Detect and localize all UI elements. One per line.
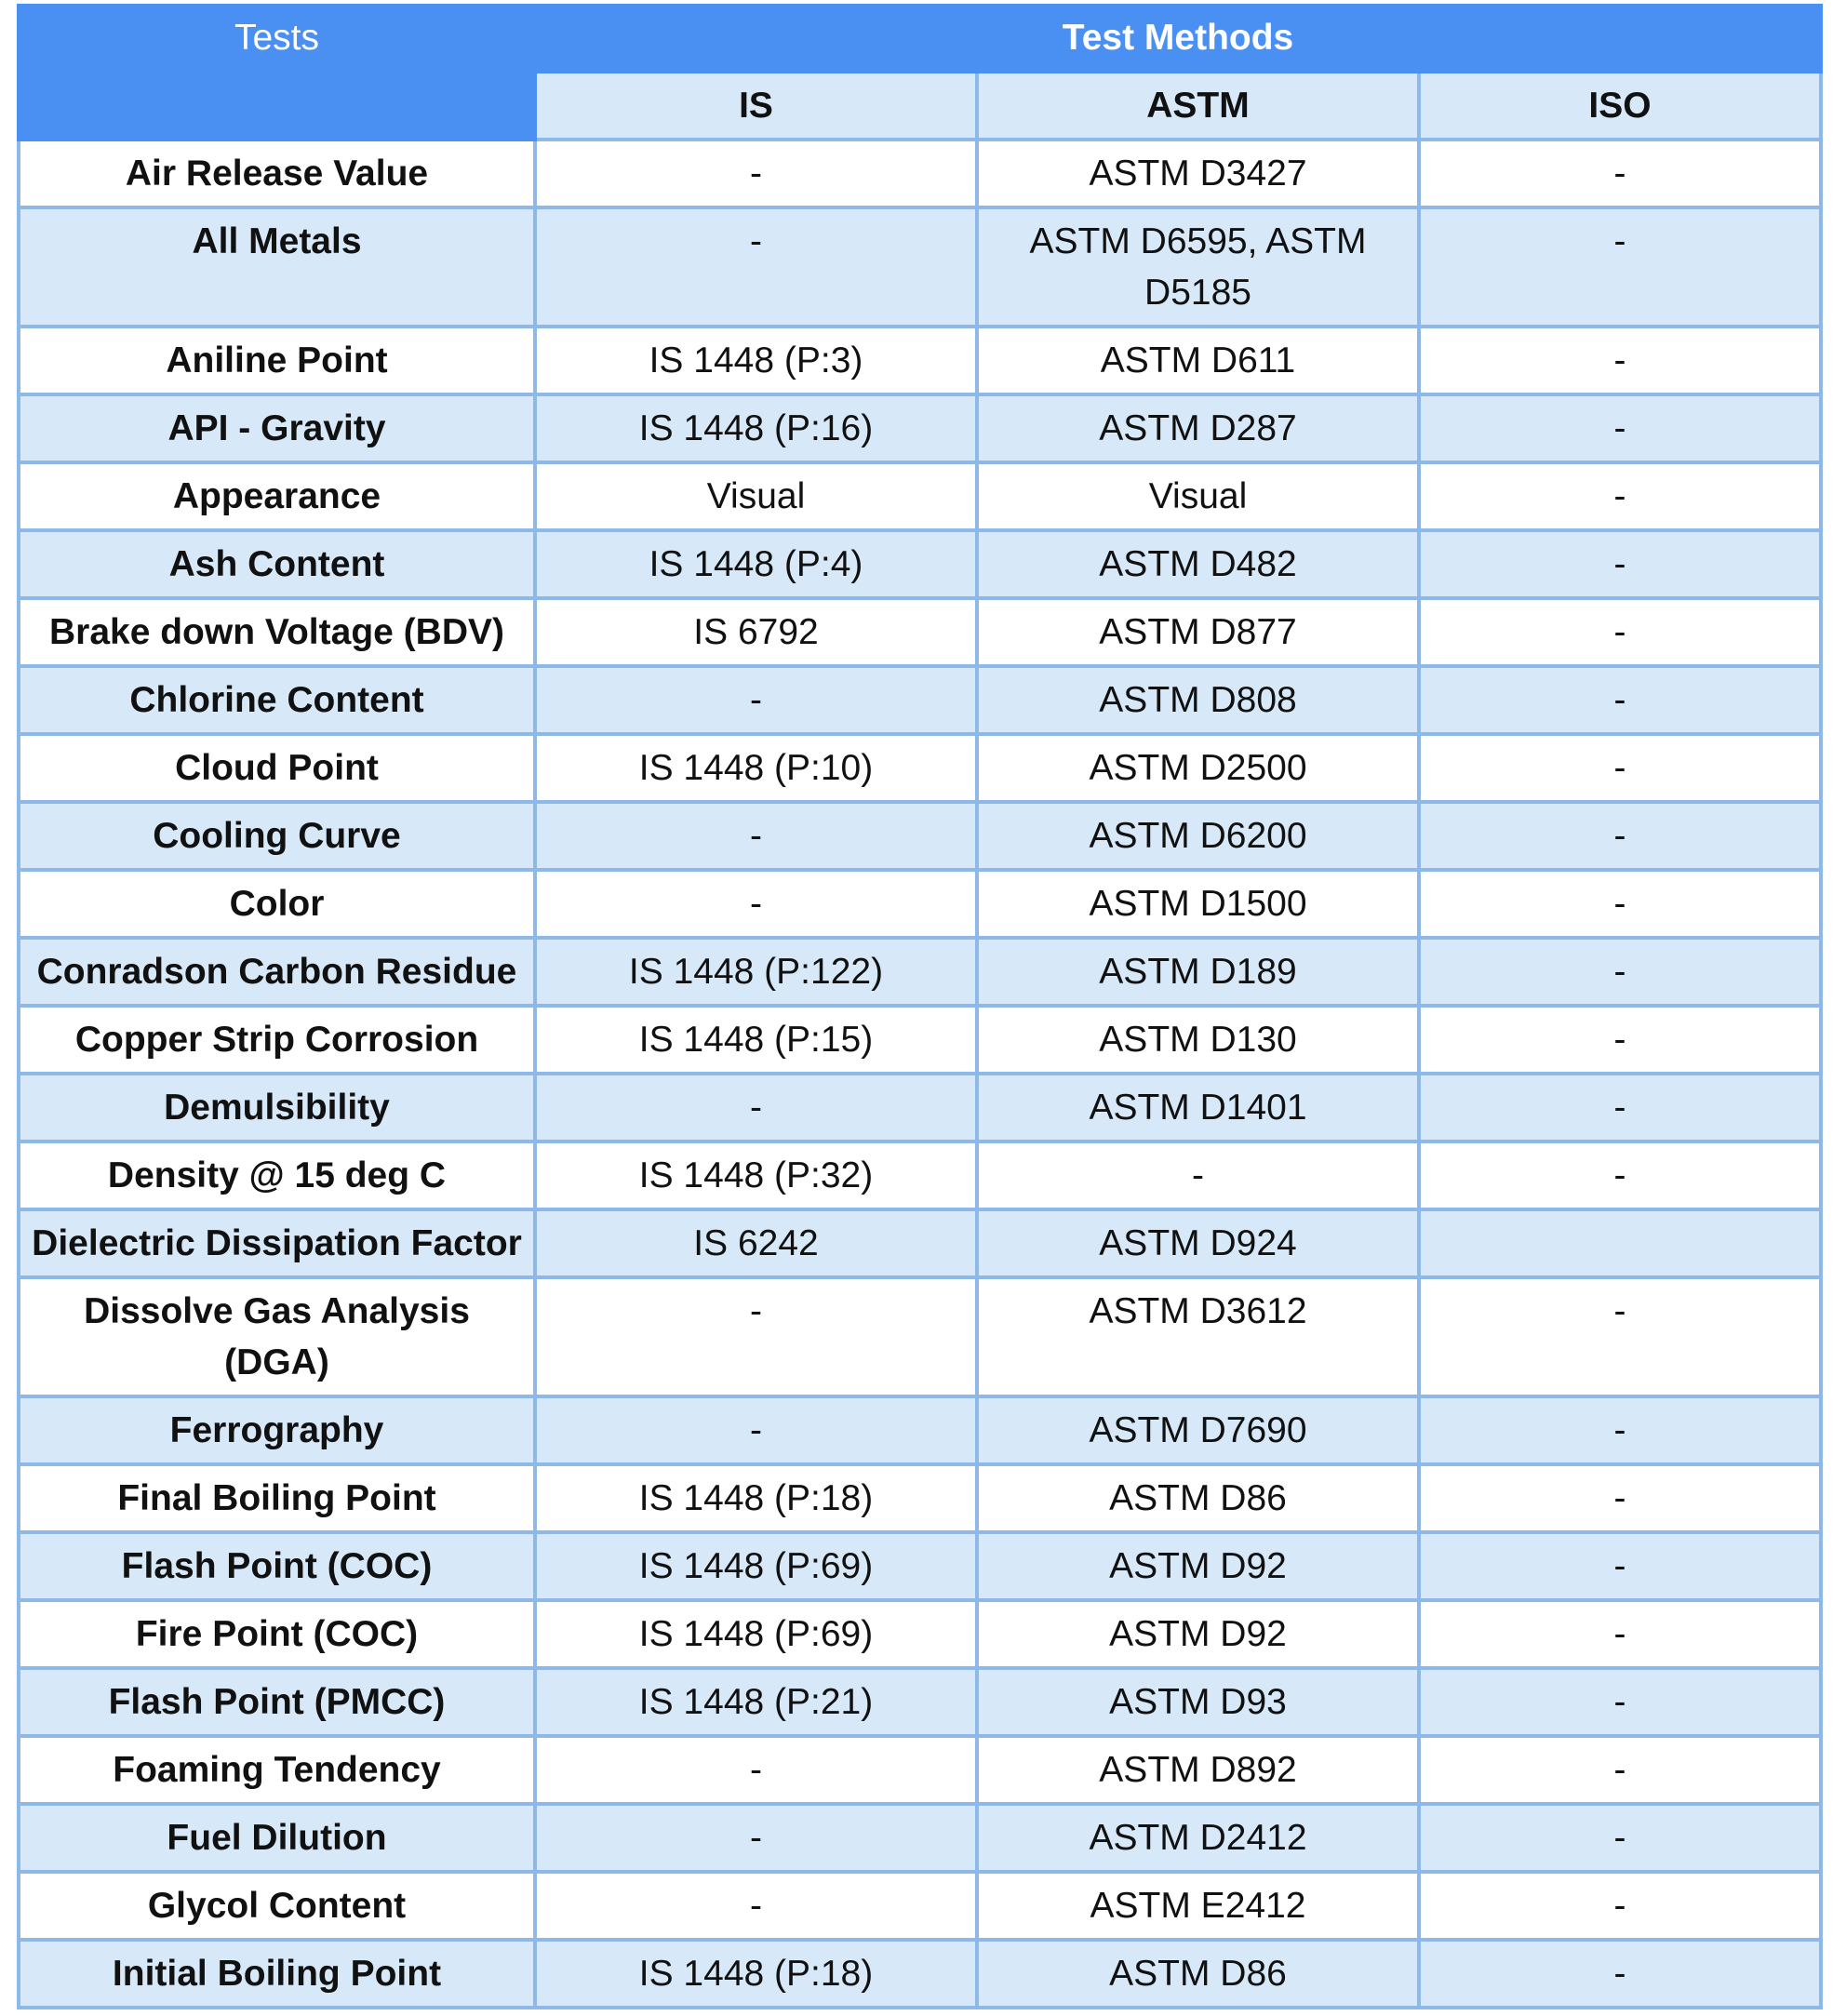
cell-is-method: - <box>535 1872 977 1940</box>
table-row <box>19 1142 1821 1209</box>
table-row <box>19 1872 1821 1940</box>
cell-iso-method: - <box>1419 394 1821 462</box>
cell-astm-method: ASTM D892 <box>977 1736 1419 1804</box>
cell-test-name: API - Gravity <box>19 394 535 462</box>
table-row <box>19 1736 1821 1804</box>
cell-iso-method: - <box>1419 1600 1821 1668</box>
cell-astm-method: ASTM D7690 <box>977 1396 1419 1464</box>
cell-iso-method: - <box>1419 1396 1821 1464</box>
table-row <box>19 1006 1821 1074</box>
cell-iso-method: - <box>1419 1006 1821 1074</box>
cell-astm-method: ASTM D482 <box>977 530 1419 598</box>
table-row <box>19 1464 1821 1532</box>
table-row <box>19 327 1821 394</box>
cell-iso-method: - <box>1419 938 1821 1006</box>
cell-astm-method: ASTM D924 <box>977 1209 1419 1277</box>
cell-astm-method: ASTM D93 <box>977 1668 1419 1736</box>
cell-test-name: Flash Point (PMCC) <box>19 1668 535 1736</box>
cell-test-name: Demulsibility <box>19 1074 535 1142</box>
header-test-methods: Test Methods <box>535 6 1821 72</box>
table-row <box>19 666 1821 734</box>
cell-test-name: Color <box>19 870 535 938</box>
cell-astm-method: ASTM E2412 <box>977 1872 1419 1940</box>
cell-test-name: Brake down Voltage (BDV) <box>19 598 535 666</box>
cell-astm-method: ASTM D189 <box>977 938 1419 1006</box>
cell-is-method: IS 1448 (P:15) <box>535 1006 977 1074</box>
cell-iso-method: - <box>1419 530 1821 598</box>
table-row <box>19 394 1821 462</box>
cell-is-method: IS 1448 (P:69) <box>535 1600 977 1668</box>
cell-is-method: Visual <box>535 462 977 530</box>
cell-test-name: Fuel Dilution <box>19 1804 535 1872</box>
cell-test-name: All Metals <box>19 207 535 327</box>
table-row <box>19 530 1821 598</box>
cell-iso-method: - <box>1419 1464 1821 1532</box>
cell-astm-method: ASTM D130 <box>977 1006 1419 1074</box>
cell-is-method: IS 1448 (P:69) <box>535 1532 977 1600</box>
cell-test-name: Cooling Curve <box>19 802 535 870</box>
cell-is-method: IS 6242 <box>535 1209 977 1277</box>
cell-astm-method: ASTM D611 <box>977 327 1419 394</box>
cell-test-name: Air Release Value <box>19 140 535 207</box>
cell-test-name: Final Boiling Point <box>19 1464 535 1532</box>
cell-is-method: IS 1448 (P:4) <box>535 530 977 598</box>
cell-astm-method: ASTM D86 <box>977 1464 1419 1532</box>
cell-test-name: Aniline Point <box>19 327 535 394</box>
cell-is-method: IS 1448 (P:18) <box>535 1940 977 2008</box>
cell-test-name: Glycol Content <box>19 1872 535 1940</box>
cell-astm-method: ASTM D2412 <box>977 1804 1419 1872</box>
cell-test-name: Dielectric Dissipation Factor <box>19 1209 535 1277</box>
cell-is-method: IS 6792 <box>535 598 977 666</box>
cell-iso-method: - <box>1419 327 1821 394</box>
cell-test-name: Density @ 15 deg C <box>19 1142 535 1209</box>
test-methods-table-container <box>17 4 1819 2009</box>
cell-astm-method: ASTM D6200 <box>977 802 1419 870</box>
cell-astm-method: ASTM D92 <box>977 1600 1419 1668</box>
cell-is-method: IS 1448 (P:18) <box>535 1464 977 1532</box>
cell-is-method: - <box>535 666 977 734</box>
cell-astm-method: ASTM D92 <box>977 1532 1419 1600</box>
cell-is-method: IS 1448 (P:122) <box>535 938 977 1006</box>
cell-iso-method <box>1419 1209 1821 1277</box>
cell-is-method: - <box>535 870 977 938</box>
table-row <box>19 207 1821 327</box>
table-row <box>19 870 1821 938</box>
cell-test-name: Foaming Tendency <box>19 1736 535 1804</box>
cell-astm-method: ASTM D3427 <box>977 140 1419 207</box>
table-row <box>19 140 1821 207</box>
cell-astm-method: ASTM D877 <box>977 598 1419 666</box>
cell-test-name: Conradson Carbon Residue <box>19 938 535 1006</box>
cell-is-method: IS 1448 (P:21) <box>535 1668 977 1736</box>
table-row <box>19 1209 1821 1277</box>
cell-test-name: Ash Content <box>19 530 535 598</box>
cell-is-method: - <box>535 1736 977 1804</box>
table-row <box>19 1600 1821 1668</box>
cell-iso-method: - <box>1419 140 1821 207</box>
cell-is-method: IS 1448 (P:16) <box>535 394 977 462</box>
cell-astm-method: ASTM D2500 <box>977 734 1419 802</box>
table-row <box>19 1396 1821 1464</box>
cell-is-method: IS 1448 (P:32) <box>535 1142 977 1209</box>
cell-test-name: Dissolve Gas Analysis (DGA) <box>19 1277 535 1396</box>
table-body <box>19 140 1821 2008</box>
cell-test-name: Flash Point (COC) <box>19 1532 535 1600</box>
table-row <box>19 802 1821 870</box>
cell-astm-method: ASTM D287 <box>977 394 1419 462</box>
cell-astm-method: ASTM D86 <box>977 1940 1419 2008</box>
cell-iso-method: - <box>1419 1532 1821 1600</box>
table-row <box>19 1277 1821 1396</box>
table-row <box>19 598 1821 666</box>
cell-is-method: IS 1448 (P:10) <box>535 734 977 802</box>
cell-iso-method: - <box>1419 1142 1821 1209</box>
cell-is-method: - <box>535 1804 977 1872</box>
cell-iso-method: - <box>1419 1277 1821 1396</box>
cell-iso-method: - <box>1419 1940 1821 2008</box>
cell-iso-method: - <box>1419 1804 1821 1872</box>
cell-test-name: Cloud Point <box>19 734 535 802</box>
cell-is-method: - <box>535 802 977 870</box>
cell-iso-method: - <box>1419 207 1821 327</box>
cell-iso-method: - <box>1419 666 1821 734</box>
cell-is-method: - <box>535 207 977 327</box>
cell-astm-method: ASTM D1401 <box>977 1074 1419 1142</box>
header-astm: ASTM <box>977 72 1419 140</box>
cell-is-method: - <box>535 1277 977 1396</box>
cell-is-method: - <box>535 140 977 207</box>
cell-iso-method: - <box>1419 1668 1821 1736</box>
table-row <box>19 1940 1821 2008</box>
cell-astm-method: - <box>977 1142 1419 1209</box>
cell-iso-method: - <box>1419 598 1821 666</box>
cell-test-name: Appearance <box>19 462 535 530</box>
header-row-top <box>19 6 1821 72</box>
cell-test-name: Copper Strip Corrosion <box>19 1006 535 1074</box>
cell-is-method: - <box>535 1396 977 1464</box>
header-is: IS <box>535 72 977 140</box>
cell-astm-method: ASTM D3612 <box>977 1277 1419 1396</box>
test-methods-table <box>17 4 1823 2009</box>
cell-astm-method: ASTM D1500 <box>977 870 1419 938</box>
cell-astm-method: ASTM D6595, ASTM D5185 <box>977 207 1419 327</box>
cell-iso-method: - <box>1419 1872 1821 1940</box>
table-row <box>19 1532 1821 1600</box>
table-row <box>19 462 1821 530</box>
cell-iso-method: - <box>1419 870 1821 938</box>
table-row <box>19 938 1821 1006</box>
cell-iso-method: - <box>1419 1736 1821 1804</box>
cell-astm-method: Visual <box>977 462 1419 530</box>
cell-test-name: Initial Boiling Point <box>19 1940 535 2008</box>
cell-astm-method: ASTM D808 <box>977 666 1419 734</box>
table-row <box>19 734 1821 802</box>
cell-iso-method: - <box>1419 1074 1821 1142</box>
cell-test-name: Ferrography <box>19 1396 535 1464</box>
cell-iso-method: - <box>1419 734 1821 802</box>
table-row <box>19 1668 1821 1736</box>
cell-is-method: - <box>535 1074 977 1142</box>
cell-test-name: Chlorine Content <box>19 666 535 734</box>
cell-test-name: Fire Point (COC) <box>19 1600 535 1668</box>
header-iso: ISO <box>1419 72 1821 140</box>
cell-iso-method: - <box>1419 802 1821 870</box>
header-tests: Tests <box>19 6 535 140</box>
cell-iso-method: - <box>1419 462 1821 530</box>
table-row <box>19 1074 1821 1142</box>
table-row <box>19 1804 1821 1872</box>
cell-is-method: IS 1448 (P:3) <box>535 327 977 394</box>
